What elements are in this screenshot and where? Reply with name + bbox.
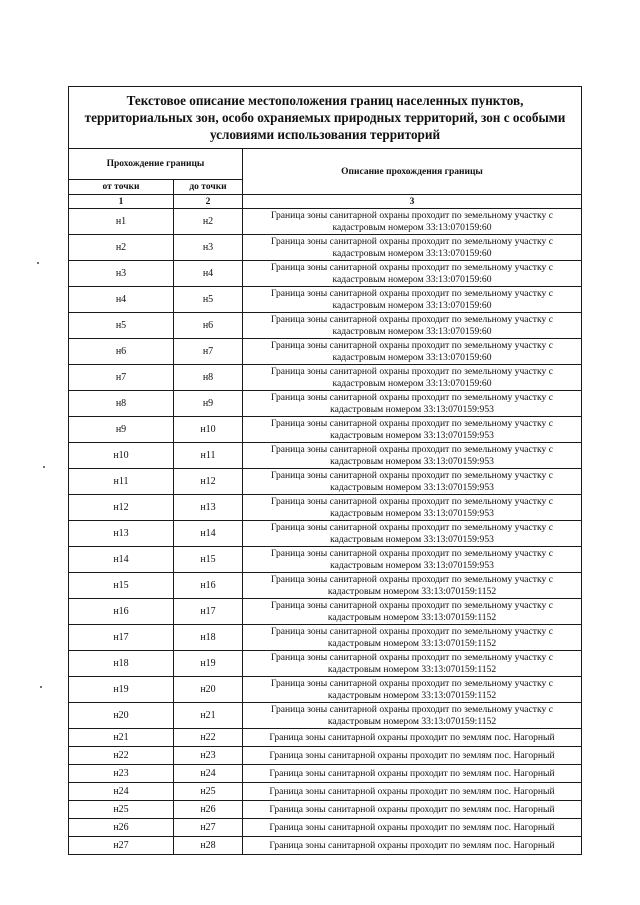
from-point-cell: н2: [69, 235, 174, 261]
to-point-cell: н22: [174, 729, 243, 747]
header-col-3: 3: [243, 195, 582, 209]
from-point-cell: н19: [69, 677, 174, 703]
description-cell: Граница зоны санитарной охраны проходит по земельному участку с кадастровым номером 33:13:070159:953: [243, 521, 582, 547]
description-cell: Граница зоны санитарной охраны проходит по земельному участку с кадастровым номером 33:13:070159:953: [243, 391, 582, 417]
table-row: [69, 703, 582, 729]
to-point-cell: н14: [174, 521, 243, 547]
from-point-cell: н18: [69, 651, 174, 677]
document-title: Текстовое описание местоположения границ населенных пунктов, территориальных зон, особо охраняемых природных территорий, зон с особыми условиями использования территорий: [69, 87, 582, 149]
table-row: [69, 235, 582, 261]
table-body: [69, 209, 582, 855]
to-point-cell: н6: [174, 313, 243, 339]
to-point-cell: н13: [174, 495, 243, 521]
boundary-table: [68, 86, 582, 855]
to-point-cell: н4: [174, 261, 243, 287]
to-point-cell: н7: [174, 339, 243, 365]
header-from-point: от точки: [69, 180, 174, 195]
description-cell: Граница зоны санитарной охраны проходит по земельному участку с кадастровым номером 33:13:070159:1152: [243, 703, 582, 729]
table-row: [69, 573, 582, 599]
table-row: [69, 365, 582, 391]
from-point-cell: н20: [69, 703, 174, 729]
from-point-cell: н27: [69, 837, 174, 855]
description-cell: Граница зоны санитарной охраны проходит по земельному участку с кадастровым номером 33:13:070159:60: [243, 313, 582, 339]
to-point-cell: н9: [174, 391, 243, 417]
table-row: [69, 801, 582, 819]
to-point-cell: н2: [174, 209, 243, 235]
to-point-cell: н8: [174, 365, 243, 391]
from-point-cell: н7: [69, 365, 174, 391]
description-cell: Граница зоны санитарной охраны проходит по земельному участку с кадастровым номером 33:13:070159:60: [243, 339, 582, 365]
description-cell: Граница зоны санитарной охраны проходит по землям пос. Нагорный: [243, 729, 582, 747]
boundary-description-sheet: [68, 86, 581, 855]
from-point-cell: н4: [69, 287, 174, 313]
from-point-cell: н21: [69, 729, 174, 747]
description-cell: Граница зоны санитарной охраны проходит по земельному участку с кадастровым номером 33:13:070159:953: [243, 417, 582, 443]
description-cell: Граница зоны санитарной охраны проходит по земельному участку с кадастровым номером 33:13:070159:953: [243, 547, 582, 573]
to-point-cell: н25: [174, 783, 243, 801]
description-cell: Граница зоны санитарной охраны проходит по земельному участку с кадастровым номером 33:13:070159:1152: [243, 677, 582, 703]
table-row: [69, 469, 582, 495]
table-row: [69, 677, 582, 703]
table-row: [69, 443, 582, 469]
from-point-cell: н15: [69, 573, 174, 599]
from-point-cell: н22: [69, 747, 174, 765]
description-cell: Граница зоны санитарной охраны проходит по земельному участку с кадастровым номером 33:13:070159:953: [243, 469, 582, 495]
table-row: [69, 521, 582, 547]
to-point-cell: н11: [174, 443, 243, 469]
description-cell: Граница зоны санитарной охраны проходит по земельному участку с кадастровым номером 33:13:070159:1152: [243, 651, 582, 677]
description-cell: Граница зоны санитарной охраны проходит по земельному участку с кадастровым номером 33:13:070159:953: [243, 443, 582, 469]
table-row: [69, 837, 582, 855]
table-row: [69, 819, 582, 837]
table-row: [69, 783, 582, 801]
header-to-point: до точки: [174, 180, 243, 195]
table-row: [69, 261, 582, 287]
to-point-cell: н12: [174, 469, 243, 495]
table-row: [69, 391, 582, 417]
to-point-cell: н17: [174, 599, 243, 625]
description-cell: Граница зоны санитарной охраны проходит по землям пос. Нагорный: [243, 837, 582, 855]
to-point-cell: н16: [174, 573, 243, 599]
from-point-cell: н12: [69, 495, 174, 521]
to-point-cell: н3: [174, 235, 243, 261]
scan-speck: [37, 262, 39, 264]
to-point-cell: н24: [174, 765, 243, 783]
description-cell: Граница зоны санитарной охраны проходит по землям пос. Нагорный: [243, 819, 582, 837]
description-cell: Граница зоны санитарной охраны проходит по земельному участку с кадастровым номером 33:13:070159:1152: [243, 599, 582, 625]
description-cell: Граница зоны санитарной охраны проходит по землям пос. Нагорный: [243, 747, 582, 765]
from-point-cell: н25: [69, 801, 174, 819]
table-row: [69, 287, 582, 313]
table-row: [69, 625, 582, 651]
from-point-cell: н14: [69, 547, 174, 573]
header-col-2: 2: [174, 195, 243, 209]
description-cell: Граница зоны санитарной охраны проходит по земельному участку с кадастровым номером 33:13:070159:1152: [243, 573, 582, 599]
description-cell: Граница зоны санитарной охраны проходит по землям пос. Нагорный: [243, 765, 582, 783]
description-cell: Граница зоны санитарной охраны проходит по земельному участку с кадастровым номером 33:13:070159:60: [243, 287, 582, 313]
to-point-cell: н26: [174, 801, 243, 819]
header-description: Описание прохождения границы: [243, 149, 582, 195]
description-cell: Граница зоны санитарной охраны проходит по земельному участку с кадастровым номером 33:13:070159:1152: [243, 625, 582, 651]
from-point-cell: н24: [69, 783, 174, 801]
description-cell: Граница зоны санитарной охраны проходит по землям пос. Нагорный: [243, 783, 582, 801]
description-cell: Граница зоны санитарной охраны проходит по земельному участку с кадастровым номером 33:13:070159:60: [243, 235, 582, 261]
to-point-cell: н27: [174, 819, 243, 837]
description-cell: Граница зоны санитарной охраны проходит по земельному участку с кадастровым номером 33:13:070159:60: [243, 365, 582, 391]
table-row: [69, 599, 582, 625]
description-cell: Граница зоны санитарной охраны проходит по землям пос. Нагорный: [243, 801, 582, 819]
to-point-cell: н5: [174, 287, 243, 313]
from-point-cell: н5: [69, 313, 174, 339]
table-row: [69, 765, 582, 783]
to-point-cell: н20: [174, 677, 243, 703]
scan-speck: [40, 686, 42, 688]
table-row: [69, 313, 582, 339]
table-row: [69, 339, 582, 365]
table-row: [69, 495, 582, 521]
from-point-cell: н3: [69, 261, 174, 287]
from-point-cell: н13: [69, 521, 174, 547]
to-point-cell: н21: [174, 703, 243, 729]
from-point-cell: н9: [69, 417, 174, 443]
to-point-cell: н28: [174, 837, 243, 855]
table-row: [69, 651, 582, 677]
from-point-cell: н11: [69, 469, 174, 495]
table-row: [69, 209, 582, 235]
to-point-cell: н19: [174, 651, 243, 677]
description-cell: Граница зоны санитарной охраны проходит по земельному участку с кадастровым номером 33:13:070159:60: [243, 261, 582, 287]
header-passage: Прохождение границы: [69, 149, 243, 180]
to-point-cell: н18: [174, 625, 243, 651]
from-point-cell: н10: [69, 443, 174, 469]
from-point-cell: н6: [69, 339, 174, 365]
from-point-cell: н8: [69, 391, 174, 417]
table-row: [69, 547, 582, 573]
from-point-cell: н17: [69, 625, 174, 651]
table-row: [69, 729, 582, 747]
table-row: [69, 417, 582, 443]
to-point-cell: н23: [174, 747, 243, 765]
from-point-cell: н23: [69, 765, 174, 783]
header-col-1: 1: [69, 195, 174, 209]
description-cell: Граница зоны санитарной охраны проходит по земельному участку с кадастровым номером 33:13:070159:953: [243, 495, 582, 521]
table-row: [69, 747, 582, 765]
from-point-cell: н26: [69, 819, 174, 837]
description-cell: Граница зоны санитарной охраны проходит по земельному участку с кадастровым номером 33:13:070159:60: [243, 209, 582, 235]
to-point-cell: н10: [174, 417, 243, 443]
from-point-cell: н1: [69, 209, 174, 235]
to-point-cell: н15: [174, 547, 243, 573]
from-point-cell: н16: [69, 599, 174, 625]
scan-speck: [43, 466, 45, 468]
